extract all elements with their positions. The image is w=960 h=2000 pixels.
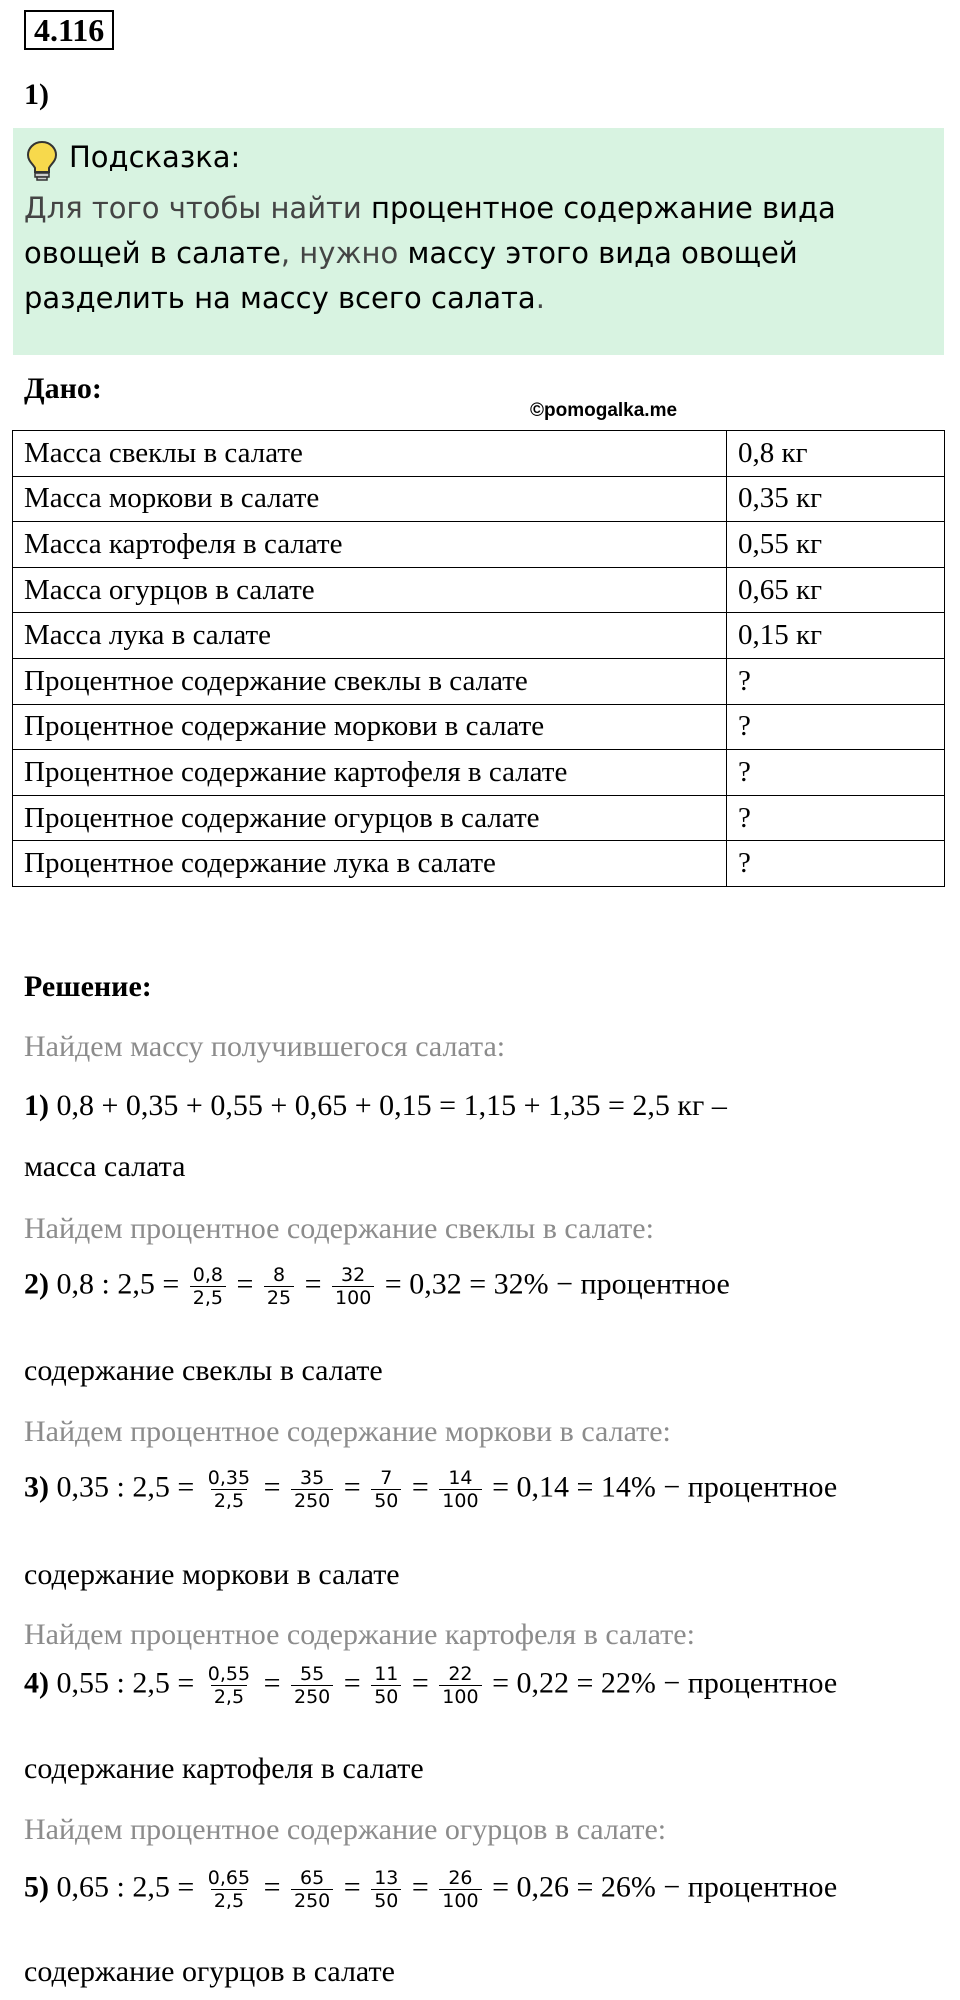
given-title: Дано: bbox=[24, 372, 102, 405]
denominator: 100 bbox=[439, 1685, 481, 1708]
numerator: 0,8 bbox=[192, 1264, 223, 1286]
row-label: Масса моркови в салате bbox=[13, 476, 727, 522]
denominator: 2,5 bbox=[211, 1489, 247, 1512]
hint-text-part: Для того чтобы найти bbox=[24, 191, 371, 225]
row-value: 0,65 кг bbox=[727, 567, 945, 613]
numerator: 8 bbox=[272, 1264, 286, 1286]
step-3-intro: Найдем процентное содержание моркови в салате: bbox=[24, 1415, 671, 1448]
row-label: Процентное содержание огурцов в салате bbox=[13, 795, 727, 841]
part-label: 1) bbox=[24, 78, 49, 111]
fraction bbox=[264, 1264, 294, 1309]
row-value: ? bbox=[727, 658, 945, 704]
fraction bbox=[205, 1867, 253, 1912]
hint-text-emphasis: процентное содержание вида овощей в салате bbox=[24, 191, 836, 270]
step-number: 3) bbox=[24, 1470, 49, 1504]
row-value: ? bbox=[727, 704, 945, 750]
numerator: 55 bbox=[300, 1663, 325, 1685]
table-row bbox=[13, 658, 945, 704]
step-1-tail: масса салата bbox=[24, 1150, 186, 1183]
step-lead: 0,55 : 2,5 = bbox=[49, 1666, 202, 1700]
denominator: 250 bbox=[291, 1685, 333, 1708]
table-row bbox=[13, 613, 945, 659]
step-result: = 0,22 = 22% − процентное bbox=[484, 1666, 838, 1700]
task-number: 4.116 bbox=[24, 10, 114, 50]
step-number: 2) bbox=[24, 1267, 49, 1301]
numerator: 11 bbox=[374, 1663, 399, 1685]
row-label: Масса свеклы в салате bbox=[13, 431, 727, 477]
step-4-intro: Найдем процентное содержание картофеля в салате: bbox=[24, 1618, 695, 1651]
watermark: ©pomogalka.me bbox=[530, 400, 678, 421]
step-5-tail: содержание огурцов в салате bbox=[24, 1955, 395, 1988]
denominator: 50 bbox=[371, 1685, 401, 1708]
equals: = bbox=[297, 1267, 330, 1301]
step-number: 1) bbox=[24, 1089, 49, 1122]
step-5-expression bbox=[24, 1867, 837, 1912]
equals: = bbox=[256, 1470, 288, 1504]
fraction bbox=[371, 1867, 401, 1912]
step-result: = 0,14 = 14% − процентное bbox=[484, 1470, 838, 1504]
row-label: Процентное содержание картофеля в салате bbox=[13, 750, 727, 796]
table-row bbox=[13, 567, 945, 613]
step-4-expression bbox=[24, 1663, 837, 1708]
fraction bbox=[439, 1467, 481, 1512]
step-result: = 0,32 = 32% − процентное bbox=[377, 1267, 730, 1301]
hint-title: Подсказка: bbox=[69, 140, 241, 174]
step-lead: 0,35 : 2,5 = bbox=[49, 1470, 202, 1504]
fraction bbox=[332, 1264, 374, 1309]
numerator: 26 bbox=[448, 1867, 473, 1889]
table-row bbox=[13, 795, 945, 841]
fraction bbox=[205, 1663, 253, 1708]
hint-text-emphasis: массу этого вида овощей разделить на массу всего салата bbox=[24, 236, 798, 315]
step-result: = 0,26 = 26% − процентное bbox=[484, 1870, 838, 1904]
equals: = bbox=[336, 1870, 369, 1904]
numerator: 14 bbox=[448, 1467, 473, 1489]
row-value: 0,35 кг bbox=[727, 476, 945, 522]
given-table bbox=[12, 430, 945, 887]
denominator: 2,5 bbox=[211, 1889, 247, 1912]
denominator: 250 bbox=[291, 1889, 333, 1912]
step-number: 5) bbox=[24, 1870, 49, 1904]
solution-title: Решение: bbox=[24, 970, 152, 1003]
step-3-tail: содержание моркови в салате bbox=[24, 1558, 400, 1591]
equals: = bbox=[336, 1666, 369, 1700]
hint-text-part: , нужно bbox=[280, 236, 408, 270]
step-3-expression bbox=[24, 1467, 837, 1512]
fraction bbox=[439, 1663, 481, 1708]
fraction bbox=[371, 1663, 401, 1708]
step-2-intro: Найдем процентное содержание свеклы в салате: bbox=[24, 1212, 654, 1245]
denominator: 250 bbox=[291, 1489, 333, 1512]
table-row bbox=[13, 704, 945, 750]
denominator: 100 bbox=[439, 1889, 481, 1912]
step-lead: 0,65 : 2,5 = bbox=[49, 1870, 202, 1904]
row-value: 0,55 кг bbox=[727, 522, 945, 568]
numerator: 13 bbox=[374, 1867, 399, 1889]
step-number: 4) bbox=[24, 1666, 49, 1700]
fraction bbox=[291, 1867, 333, 1912]
row-label: Процентное содержание свеклы в салате bbox=[13, 658, 727, 704]
fraction bbox=[190, 1264, 226, 1309]
step-2-expression bbox=[24, 1264, 730, 1309]
numerator: 35 bbox=[300, 1467, 325, 1489]
step-expression: 0,8 + 0,35 + 0,55 + 0,65 + 0,15 = 1,15 + 1,35 = 2,5 кг – bbox=[49, 1089, 727, 1122]
row-label: Масса огурцов в салате bbox=[13, 567, 727, 613]
row-label: Процентное содержание лука в салате bbox=[13, 841, 727, 887]
equals: = bbox=[336, 1470, 369, 1504]
hint-text bbox=[24, 186, 934, 321]
step-1-expression bbox=[24, 1089, 727, 1123]
row-label: Процентное содержание моркови в салате bbox=[13, 704, 727, 750]
step-2-tail: содержание свеклы в салате bbox=[24, 1354, 383, 1387]
denominator: 2,5 bbox=[190, 1286, 226, 1309]
row-value: 0,8 кг bbox=[727, 431, 945, 477]
table-row bbox=[13, 431, 945, 477]
row-value: ? bbox=[727, 750, 945, 796]
step-lead: 0,8 : 2,5 = bbox=[49, 1267, 187, 1301]
denominator: 50 bbox=[371, 1889, 401, 1912]
denominator: 50 bbox=[371, 1489, 401, 1512]
fraction bbox=[439, 1867, 481, 1912]
row-label: Масса лука в салате bbox=[13, 613, 727, 659]
equals: = bbox=[404, 1470, 437, 1504]
numerator: 0,65 bbox=[207, 1867, 251, 1889]
numerator: 65 bbox=[300, 1867, 325, 1889]
table-row bbox=[13, 750, 945, 796]
denominator: 2,5 bbox=[211, 1685, 247, 1708]
row-label: Масса картофеля в салате bbox=[13, 522, 727, 568]
denominator: 100 bbox=[332, 1286, 374, 1309]
table-row bbox=[13, 841, 945, 887]
denominator: 25 bbox=[264, 1286, 294, 1309]
fraction bbox=[291, 1663, 333, 1708]
step-4-tail: содержание картофеля в салате bbox=[24, 1752, 424, 1785]
table-row bbox=[13, 522, 945, 568]
row-value: ? bbox=[727, 795, 945, 841]
table-row bbox=[13, 476, 945, 522]
lightbulb-icon bbox=[25, 140, 59, 182]
numerator: 0,35 bbox=[207, 1467, 251, 1489]
fraction bbox=[291, 1467, 333, 1512]
denominator: 100 bbox=[439, 1489, 481, 1512]
fraction bbox=[371, 1467, 401, 1512]
numerator: 32 bbox=[341, 1264, 366, 1286]
row-value: 0,15 кг bbox=[727, 613, 945, 659]
equals: = bbox=[256, 1666, 288, 1700]
step-5-intro: Найдем процентное содержание огурцов в салате: bbox=[24, 1813, 667, 1846]
row-value: ? bbox=[727, 841, 945, 887]
numerator: 0,55 bbox=[207, 1663, 251, 1685]
equals: = bbox=[228, 1267, 261, 1301]
numerator: 22 bbox=[448, 1663, 473, 1685]
equals: = bbox=[256, 1870, 288, 1904]
equals: = bbox=[404, 1666, 437, 1700]
step-1-intro: Найдем массу получившегося салата: bbox=[24, 1030, 506, 1063]
fraction bbox=[205, 1467, 253, 1512]
hint-box bbox=[13, 128, 944, 355]
numerator: 7 bbox=[380, 1467, 393, 1489]
hint-text-part: . bbox=[535, 281, 545, 315]
equals: = bbox=[404, 1870, 437, 1904]
